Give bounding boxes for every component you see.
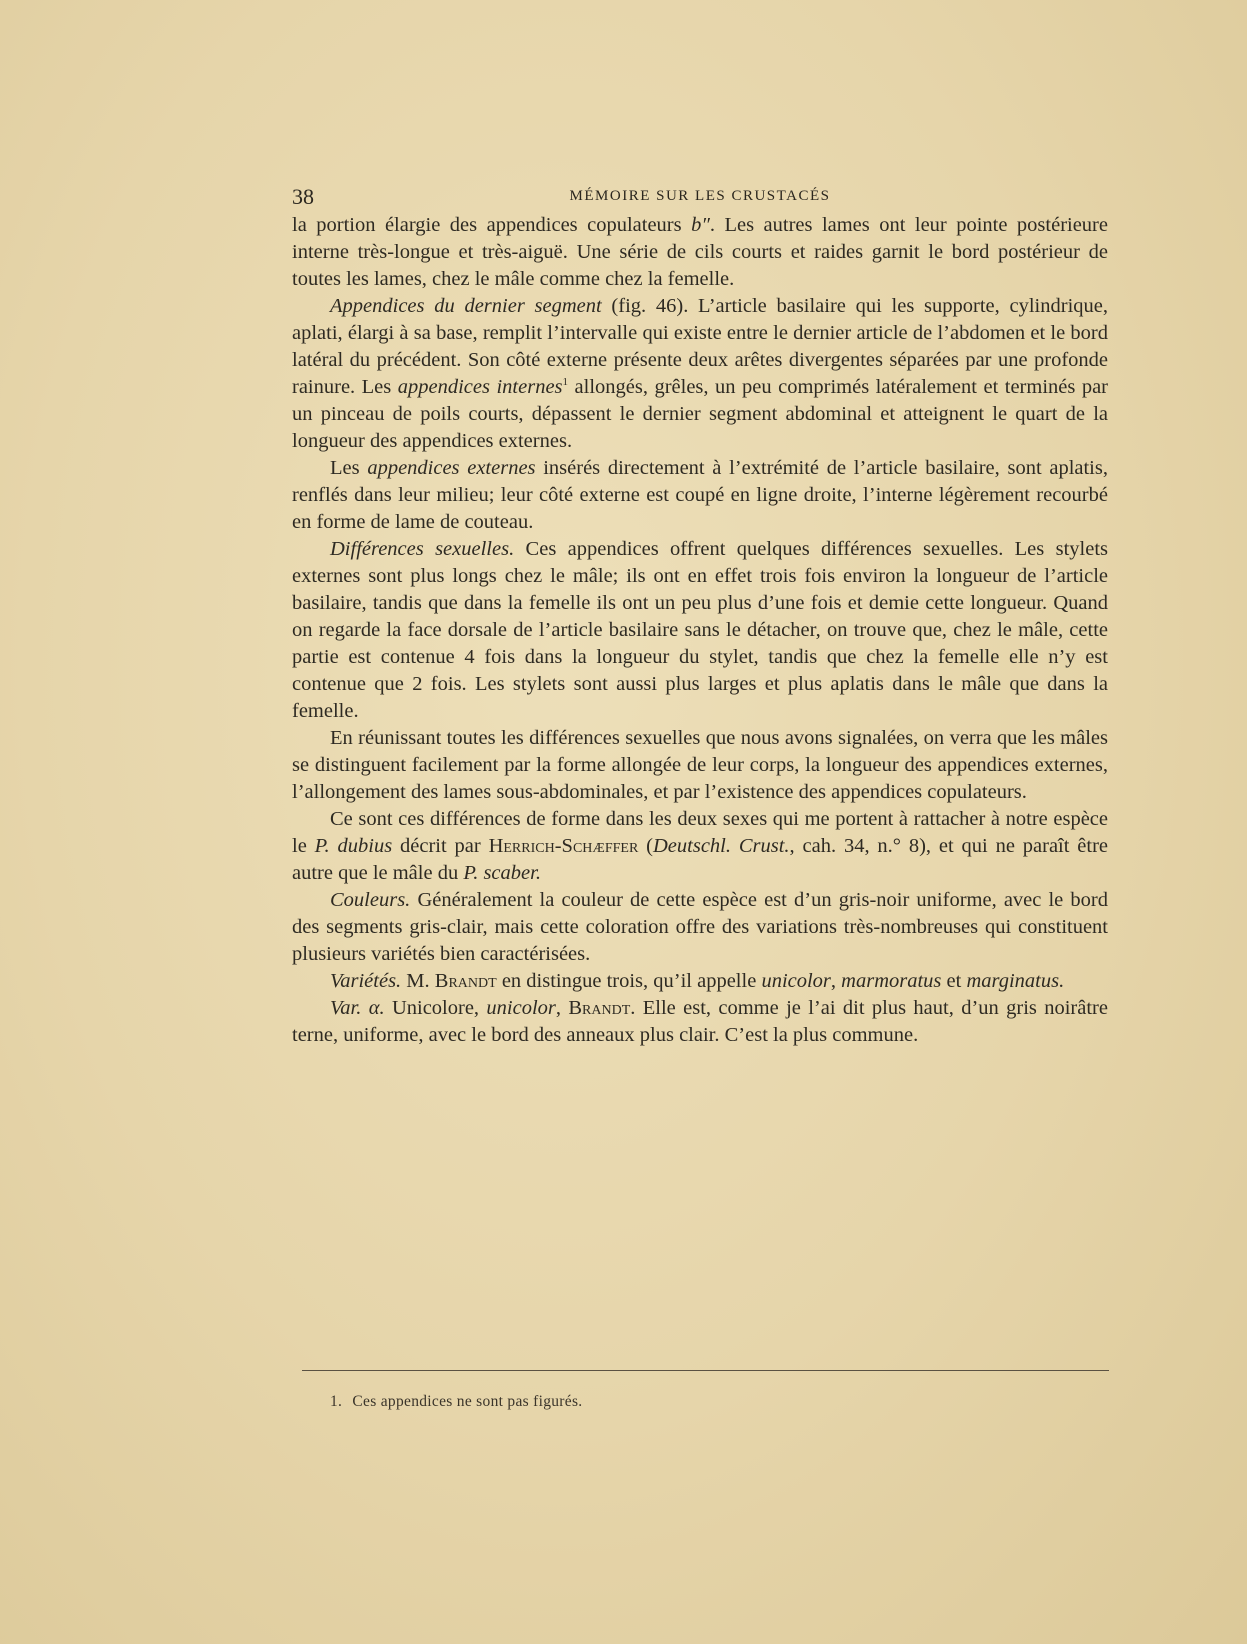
italic-text: Variétés.: [330, 970, 402, 992]
text-run: en distingue trois, qu’il appelle: [496, 970, 762, 992]
italic-text: α.: [368, 997, 385, 1019]
author-name: Brandt: [568, 997, 631, 1019]
running-head: [292, 184, 1108, 209]
text-run: décrit par: [392, 835, 489, 857]
italic-text: unicolor: [486, 997, 556, 1019]
footnote: [330, 1393, 1090, 1411]
italic-text: b″: [691, 214, 710, 236]
italic-text: Appendices du dernier segment: [330, 295, 602, 317]
text-run: insérés directement à l’extrémité de l’article basilaire, sont aplatis, renflés dans leur milieu; leur côté externe est coupé en ligne droite, l’interne légèrement recourbé en forme de lame de couteau.: [292, 457, 1108, 533]
text-run: (fig. 46). L’article basilaire qui les supporte, cylindrique, aplati, élargi à sa base, remplit l’intervalle qui existe entre le dernier article de l’abdomen et le bord latéral du précédent. Son côté externe présente deux arêtes divergentes séparées par une profonde rainure. Les: [292, 295, 1108, 398]
italic-text: Couleurs.: [330, 889, 411, 911]
author-name: Herrich-Schæffer: [488, 835, 639, 857]
paragraph-p1: [292, 212, 1108, 293]
text-run: En réunissant toutes les différences sexuelles que nous avons signalées, on verra que les mâles se distinguent facilement par la forme allongée de leur corps, la longueur des appendices externes, l’allongement des lames sous-abdominales, et par l’existence des appendices copulateurs.: [292, 727, 1108, 803]
italic-text: Var.: [330, 997, 362, 1019]
text-run: et: [941, 970, 967, 992]
italic-text: marginatus.: [966, 970, 1065, 992]
text-run: , cah. 34, n.° 8), et qui ne paraît être autre que le mâle du: [292, 835, 1109, 884]
paragraph-p3: [292, 455, 1108, 536]
text-run: Généralement la couleur de cette espèce est d’un gris-noir uniforme, avec le bord des segments gris-clair, mais cette coloration offre des variations très-nombreuses qui constituent plusieurs variétés bien caractérisées.: [292, 889, 1108, 965]
paragraph-p2: [292, 293, 1108, 455]
italic-text: Deutschl. Crust.: [653, 835, 790, 857]
text-run: Les: [330, 457, 368, 479]
running-title: MÉMOIRE SUR LES CRUSTACÉS: [569, 188, 831, 204]
text-run: . Elle est, comme je l’ai dit plus haut, d’un gris noirâtre terne, uniforme, avec le bord des anneaux plus clair. C’est la plus commune.: [292, 997, 1108, 1046]
paragraph-p7: [292, 887, 1108, 968]
text-run: Ces appendices offrent quelques différences sexuelles. Les stylets externes sont plus longs chez le mâle; ils ont en effet trois fois environ la longueur de l’article basilaire, tandis que dans la femelle ils ont un peu plus d’une fois et demie cette longueur. Quand on regarde la face dorsale de l’article basilaire sans le détacher, on trouve que, chez le mâle, cette partie est contenue 4 fois dans la longueur du stylet, tandis que chez la femelle elle n’y est contenue que 2 fois. Les stylets sont aussi plus larges et plus aplatis dans le mâle que dans la femelle.: [292, 538, 1108, 722]
italic-text: P. dubius: [314, 835, 393, 857]
footnote-number: 1.: [330, 1393, 343, 1410]
paragraph-p8: [292, 968, 1108, 995]
italic-text: P. scaber.: [463, 862, 541, 884]
text-run: M.: [401, 970, 435, 992]
author-name: Brandt: [434, 970, 497, 992]
text-run: allongés, grêles, un peu comprimés latéralement et terminés par un pinceau de poils courts, dépassent le dernier segment abdominal et atteignent le quart de la longueur des appendices externes.: [292, 376, 1109, 452]
page-number: 38: [292, 184, 314, 209]
text-run: . Les autres lames ont leur pointe postérieure interne très-longue et très-aiguë. Une série de cils courts et raides garnit le bord postérieur de toutes les lames, chez le mâle comme chez la femelle.: [292, 214, 1108, 290]
footnote-text: Ces appendices ne sont pas figurés.: [352, 1393, 583, 1410]
italic-text: marmoratus: [841, 970, 942, 992]
text-run: (: [638, 835, 653, 857]
text-run: la portion élargie des appendices copulateurs: [292, 214, 692, 236]
italic-text: appendices externes: [367, 457, 536, 479]
body-text: [292, 212, 1108, 1049]
paragraph-p4: [292, 536, 1108, 725]
text-run: Unicolore,: [384, 997, 487, 1019]
text-run: ,: [555, 997, 569, 1019]
text-run: Ce sont ces différences de forme dans les deux sexes qui me portent à rattacher à notre espèce le: [292, 808, 1108, 857]
text-run: [361, 997, 368, 1019]
paragraph-p6: [292, 806, 1108, 887]
paragraph-p5: [292, 725, 1108, 806]
text-run: ,: [830, 970, 842, 992]
footnote-ref: 1: [562, 376, 569, 389]
italic-text: appendices internes: [397, 376, 563, 398]
paragraph-p9: [292, 995, 1108, 1049]
italic-text: unicolor: [761, 970, 831, 992]
footnote-divider: [302, 1370, 1109, 1371]
italic-text: Différences sexuelles.: [330, 538, 515, 560]
